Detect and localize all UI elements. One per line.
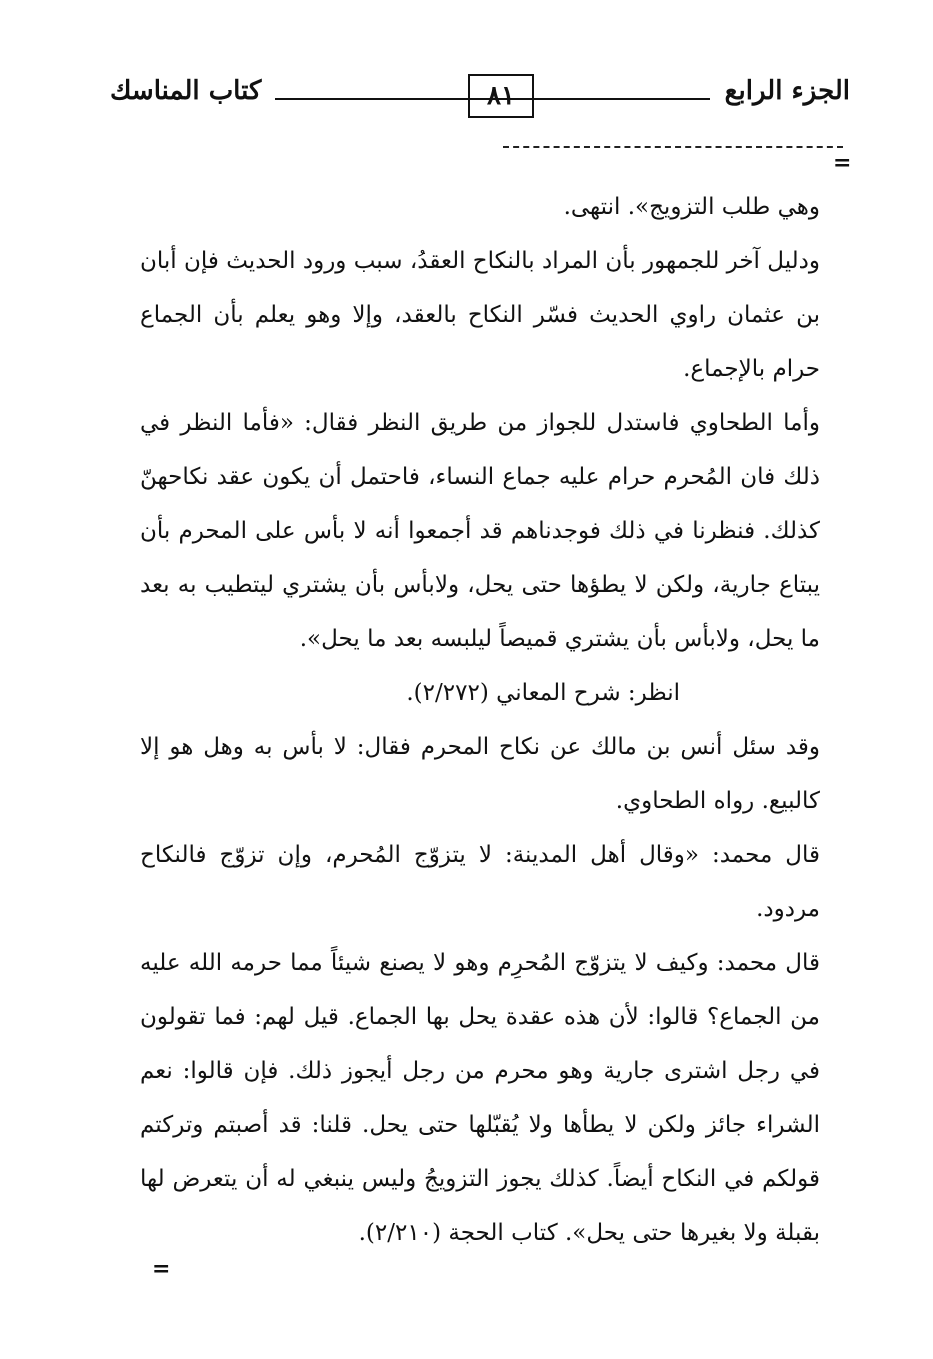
continuation-mark-bottom: =: [152, 1256, 171, 1282]
paragraph-3: وأما الطحاوي فاستدل للجواز من طريق النظر فقال: «فأما النظر في ذلك فان المُحرم حرام عليه جماع النساء، فاحتمل أن يكون عقد نكاحهنّ كذلك. فنظرنا في ذلك فوجدناهم قد أجمعوا أنه لا بأس على المحرم بأن يبتاع جارية، ولكن لا يطؤها حتى يحل، ولابأس بأن يشتري ليتطيب به بعد ما يحل، ولابأس بأن يشتري قميصاً ليلبسه بعد ما يحل».: [140, 410, 820, 652]
paragraph-5: قال محمد: «وقال أهل المدينة: لا يتزوّج المُحرم، وإن تزوّج فالنكاح مردود.: [140, 842, 820, 922]
dashed-divider: [503, 146, 843, 148]
reference-note: انظر: شرح المعاني (٢/٢٧٢).: [406, 680, 680, 706]
paragraph-2: ودليل آخر للجمهور بأن المراد بالنكاح العقدُ، سبب ورود الحديث فإن أبان بن عثمان راوي الحديث فسّر النكاح بالعقد، وإلا وهو يعلم بأن الجماع حرام بالإجماع.: [140, 248, 820, 382]
volume-title: الجزء الرابع: [724, 76, 850, 106]
page-header: [110, 70, 850, 126]
header-rule-left: [275, 98, 475, 100]
book-title: كتاب المناسك: [110, 76, 262, 106]
page-body: [140, 180, 820, 1260]
paragraph-4: وقد سئل أنس بن مالك عن نكاح المحرم فقال: لا بأس به وهل هو إلا كالبيع. رواه الطحاوي.: [140, 734, 820, 814]
continuation-mark-top: =: [833, 150, 852, 176]
paragraph-1: وهي طلب التزويج». انتهى.: [563, 194, 820, 220]
paragraph-6: قال محمد: وكيف لا يتزوّج المُحرِم وهو لا يصنع شيئاً مما حرمه الله عليه من الجماع؟ قالوا: لأن هذه عقدة يحل بها الجماع. قيل لهم: فما تقولون في رجل اشترى جارية وهو محرم من رجل أيجوز ذلك. فإن قالوا: نعم الشراء جائز ولكن لا يطأها ولا يُقبّلها حتى يحل. قلنا: قد أصبتم وتركتم قولكم في النكاح أيضاً. كذلك يجوز التزويجُ وليس ينبغي له أن يتعرض لها بقبلة ولا بغيرها حتى يحل». كتاب الحجة (٢/٢١٠).: [140, 950, 820, 1246]
page-number: ٨١: [468, 74, 534, 118]
